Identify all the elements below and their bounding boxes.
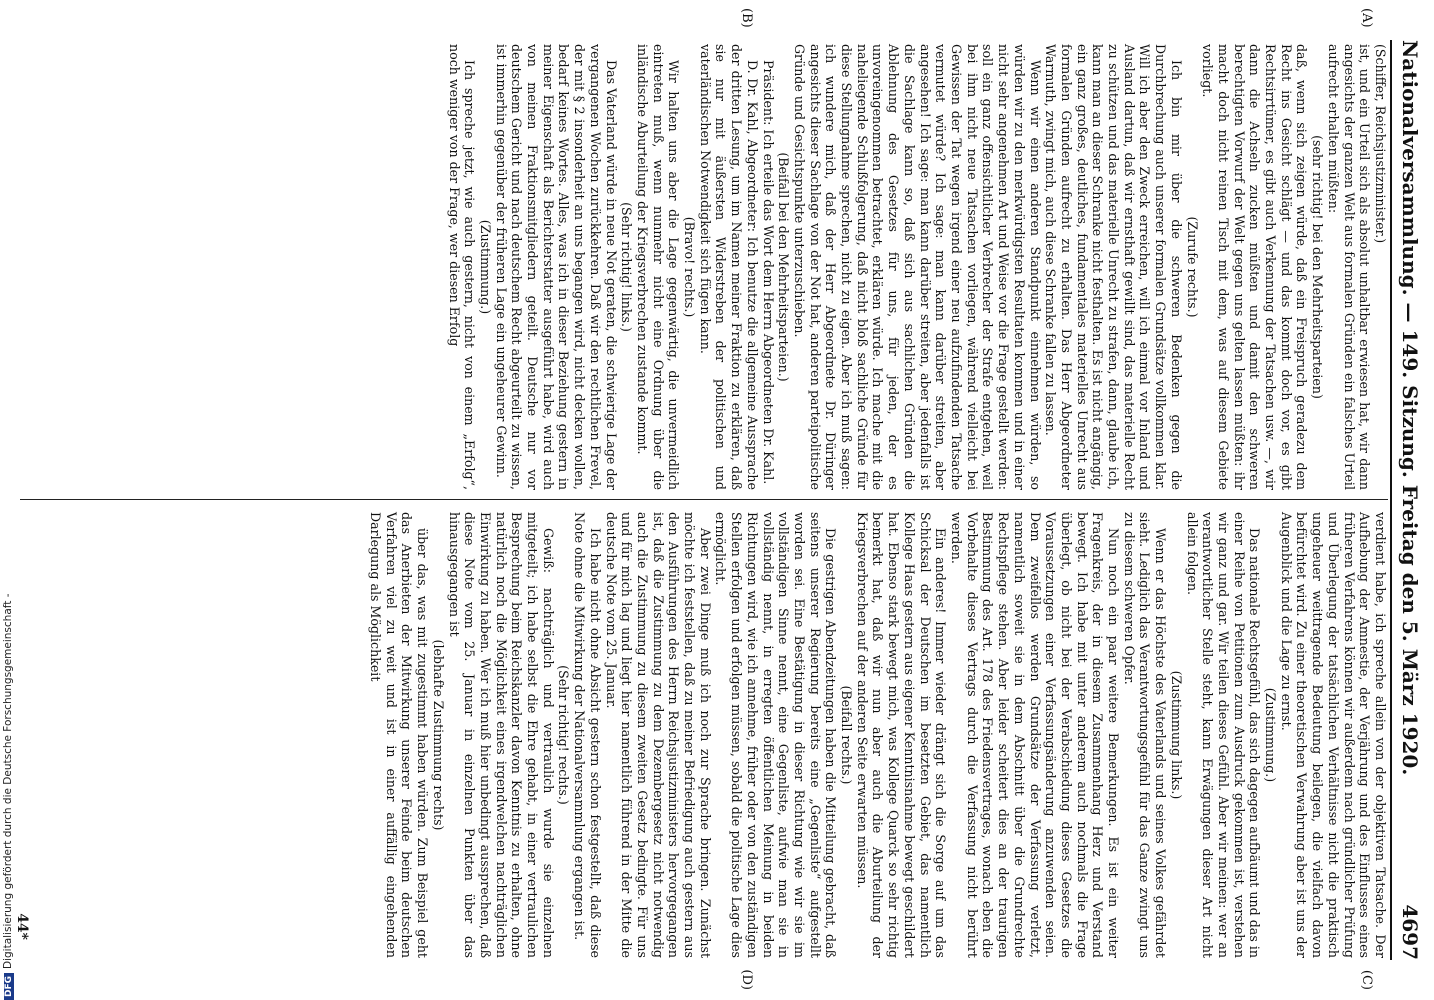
- interjection: (lebhafte Zustimmung rechts): [430, 639, 446, 831]
- paragraph: Wenn er das Höchste des Vaterlands und seines Volkes gefährdet sieht. Lediglich das Verantwortungsgefühl für das Ganze zwingt uns zu diesem schweren Opfer.: [1121, 512, 1169, 958]
- left-text-column: [446, 44, 1388, 490]
- paragraph: Ich habe nicht ohne Absicht gestern schon festgestellt, daß diese Note ohne die Mitwirkung der Nationalversammlung ergangen ist.: [572, 512, 603, 958]
- paragraph: Ich spreche jetzt, wie auch gestern, nicht von einem „Erfolg“, noch weniger von der Frage, wer diesen Erfolg: [446, 44, 478, 490]
- paragraph: Wir halten uns aber die Lage gegenwärtig, die unvermeidlich eintreten muß, wenn nunmehr nicht eine Ordnung über die inländische Aburteilung der Kriegsverbrechen zustande kommt.: [634, 44, 682, 490]
- margin-marker-d: (D): [739, 969, 754, 990]
- paragraph: verdient habe, ich spreche allein von der objektiven Tatsache. Der Aufhebung der Amnestie, der Verjährung und des Einflusses eines früheren Verfahrens können wir außerdem nach gründlicher Prüfung und Überlegung der tatsächlichen Verhältnisse nicht die praktisch ungeheuer weittragende Bedeutung beilegen, die vielfach davon befürchtet wird. Zu einer theoretischen Verwahrung aber ist uns der Augenblick und die Lage zu ernst.: [1278, 512, 1388, 958]
- interjection: (Zurufe rechts.): [1184, 216, 1200, 318]
- interjection: (Zustimmung links.): [1168, 670, 1184, 800]
- paragraph: über das, was mit zugestimmt haben würden. Zum Beispiel geht das Anerbieten der Mitwirkung unserer Feinde beim deutschen Verfahren viel zu weit und ist in einer auffällig eingehenden Darlegung als Möglichkeit: [368, 512, 431, 958]
- paragraph: Das nationale Rechtsgefühl, das sich dagegen aufbäumt und das in einer Reihe von Petitionen zum Ausdruck gekommen ist, verstehen wir ganz und gar. Wir teilen dieses Gefühl. Aber wir meinen: wer an verantwortlicher Stelle steht, kann Erwägungen dieser Art nicht allein folgen.: [1184, 512, 1263, 958]
- interjection: (Bravo! rechts.): [682, 216, 698, 318]
- page-header: [1390, 40, 1426, 960]
- margin-marker-b: (B): [739, 8, 754, 28]
- right-text-column: [367, 512, 1388, 958]
- paragraph: Wenn wir einen anderen Standpunkt einnehmen würden, so würden wir zu den merkwürdigsten Resultaten kommen und in einer nicht sehr angenehmen Art und Weise vor die Frage gestellt werden: soll ein ganz offensichtlicher Verbrecher der Strafe entgehen, weil bei ihm nicht neue Tatsachen vorliegen, während vielleicht bei Gewissen der Tat wegen irgend einer neu aufzufindenden Tatsache vermutet würde? Ich sage: man kann darüber streiten, aber angesehen! Ich sage: man kann darüber streiten, aber jedenfalls ist die Sachlage kann so, daß sich aus sachlichen Gründen die Ablehnung des Gesetzes für uns, für jeden, der es unvoreingenommen betrachtet, erklären würde. Ich mache mit die naheliegende Schlußfolgerung, daß nicht bloß sachliche Gründe für diese Stellungnahme sprechen, nicht zu eigen. Aber ich muß sagen: ich wundere mich, daß der Herr Abgeordnete Dr. Düringer angesichts dieser Sachlage von der Not hat, anderen parteipolitische Gründe und Gesichtspunkte unterzuschieben.: [791, 44, 1043, 490]
- paragraph: Ein anderes! Immer wieder drängt sich die Sorge auf um das Schicksal der Deutschen im besetzten Gebiet, das namentlich Kollege Haas gestern aus eigener Kenntnisnahme bewegt geschildert hat. Ebenso stark bewegt mich, was Kollege Quarck so sehr richtig bemerkt hat, daß wir nun aber auch die Aburteilung der Kriegsverbrechen auf der anderen Seite erwarten müssen.: [854, 512, 949, 958]
- paragraph: Die gestrigen Abendzeitungen haben die Mitteilung gebracht, daß seitens unserer Regierung bereits eine „Gegenliste“ aufgestellt worden sei. Eine Bestätigung in dieser Richtung wie wir sie im vollständigen Sinne nennt, eine Gegenliste, aufwie man sie in vollständig nennt, in erregten öffentlichen Meinung in beiden Richtungen wird, wie ich annehme, früher oder von den zuständigen Stellen erfolgen und erfolgen müssen, sobald die politische Lage dies ermöglicht.: [713, 512, 839, 958]
- interjection: (Zustimmung.): [477, 219, 493, 315]
- paragraph: Nun noch ein paar weitere Bemerkungen. Es ist ein weiter Fragenkreis, der in diesem Zusammenhang Herz und Verstand bewegt. Ich habe mit unter anderem auch nochmals die Frage überlegt, ob nicht bei der Verabschiedung dieses Gesetzes die Voraussetzungen einer Verfassungsänderung anzuwenden seien. Dem zweifellos werden Grundsätze der Verfassung verletzt, namentlich soweit sie in dem Abschnitt über die Grundrechte Rechtspflege stehen. Aber leider scheitert dies an der traurigen Bestimmung des Art. 178 des Friedensvertrages, wonach eben die Vorbehalte dieses Vertrags durch die Verfassung nicht berührt werden.: [949, 512, 1122, 958]
- interjection: (sehr richtig! bei den Mehrheitsparteien): [1310, 135, 1326, 399]
- page-number: 4697: [1398, 904, 1422, 960]
- interjection: (Beifall rechts.): [839, 685, 855, 785]
- interjection: (Zustimmung.): [1263, 687, 1279, 783]
- column-divider: [20, 499, 1388, 500]
- signature-mark: 44*: [14, 913, 30, 940]
- header-title: Nationalversammlung. — 149. Sitzung. Freitag den 5. März 1920.: [1398, 40, 1422, 776]
- paragraph: daß, wenn sich zeigen würde, daß ein Freispruch geradezu dem Recht ins Gesicht schlägt — und das kommt doch vor, es gibt Rechtsirrtümer, es gibt auch Verkennung der Tatsachen usw. —, wir dann die Achseln zucken müßten und damit den schweren berechtigten Vorwurf der Welt gegen uns gelten lassen müßten: ihr macht doch nicht reinen Tisch mit dem, was auf diesem Gebiete vorliegt.: [1200, 44, 1310, 490]
- margin-marker-c: (C): [1359, 969, 1374, 990]
- paragraph: ist, und ein Urteil sich als absolut unhaltbar erwiesen hat, wir dann angesichts der ganzen Welt aus formalen Gründen ein falsches Urteil aufrecht erhalten müßten:: [1325, 44, 1373, 490]
- paragraph: Präsident: Ich erteile das Wort dem Herrn Abgeordneten Dr. Kahl.: [760, 60, 776, 485]
- paragraph: D. Dr. Kahl, Abgeordneter: Ich benutze die allgemeine Aussprache der dritten Lesung, um im Namen meiner Fraktion zu erklären, daß sie nur mit äußersten Widerstreben der politischen und vaterländischen Notwendigkeit sich fügen kann.: [697, 44, 760, 490]
- digitization-credit: [2, 0, 14, 1000]
- interjection: (Sehr richtig! links.): [619, 202, 635, 332]
- margin-marker-a: (A): [1359, 8, 1374, 28]
- digitization-credit-text: Digitalisierung gefördert durch die Deutsche Forschungsgemeinschaft -: [2, 593, 14, 969]
- paragraph: Ich bin mir über die schweren Bedenken gegen die Durchbrechung auch unserer formalen Grundsätze vollkommen klar. Will ich aber den Zweck erreichen, will ich einmal vor Inland und Ausland dartun, daß wir ernsthaft gewillt sind, das materielle Recht zu schützen und das materielle Unrecht zu strafen, dann, glaube ich, kann man an dieser Schranke nicht festhalten. Es ist nicht angängig, ein ganz großes, deutliches, fundamentales materielles Unrecht aus formalen Gründen aufrecht zu erhalten. Das Herr Abgeordneter Warmuth, zwingt mich, auch diese Schranke fallen zu lassen.: [1043, 44, 1184, 490]
- interjection: (Beifall bei den Mehrheitsparteien.): [776, 152, 792, 382]
- paragraph: (Schiffer, Reichsjustizminister.): [1373, 44, 1388, 244]
- paragraph: Aber zwei Dinge muß ich noch zur Sprache bringen. Zunächst möchte ich feststellen, daß zu meiner Befriedigung auch gestern aus den Ausführungen des Herrn Reichsjustizministers hervorgegangen ist, daß die Zustimmung zu dem Dezembergesetz nicht notwendig auch die Zustimmung zu diesem zweiten Gesetz bedingte. Für uns und für mich lag und liegt hier namentlich führend in der Mitte die deutsche Note vom 25. Januar.: [603, 512, 713, 958]
- paragraph: Das Vaterland würde in neue Not geraten, die schwierige Lage der vergangenen Wochen zurückkehren. Daß wir den rechtlichen Frevel, der mit § 2 insonderheit an uns begangen wird, nicht decken wollen, bedarf keines Wortes. Alles, was ich in dieser Beziehung gestern in meiner Eigenschaft als Berichterstatter ausgeführt habe, wird auch von meinen Fraktionsmitgliedern geteilt. Deutsche nur vor deutschem Gericht und nach deutschem Recht abgeurteilt zu wissen, ist immerhin gegenüber der früheren Lage ein ungeheurer Gewinn.: [493, 44, 619, 490]
- dfg-logo: DFG: [4, 973, 14, 1000]
- paragraph: Gewiß: nachträglich und vertraulich wurde sie einzelnen mitgeteilt; ich habe selbst die Ehre gehabt, in einer vertraulichen Besprechung beim Reichskanzler davon Kenntnis zu erhalten, ohne natürlich noch die Möglichkeit eines irgendwelchen nachträglichen Einwirkung zu haben. Wer ich muß hier unbedingt aussprechen, daß diese Note vom 25. Januar in einzelnen Punkten über das hinausgegangen ist: [446, 512, 556, 958]
- interjection: (Sehr richtig! rechts.): [556, 665, 572, 805]
